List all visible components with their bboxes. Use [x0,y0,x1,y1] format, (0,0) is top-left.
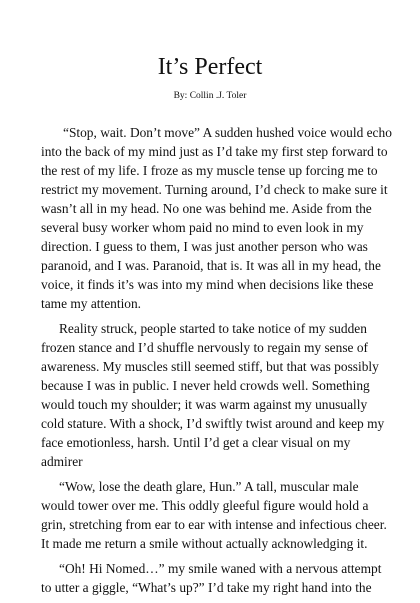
text-line: the rest of my life. I froze as my muscle tense up forcing me to [41,163,378,178]
text-line: “Oh! Hi Nomed…” my smile waned with a nervous attempt [59,561,382,576]
text-line: restrict my movement. Turning around, I’d check to make sure it [41,182,388,197]
paragraph-1 [41,123,392,313]
text-line: paranoid, and I was. Paranoid, that is. It was all in my head, the [41,258,381,273]
text-line: wasn’t all in my head. No one was behind me. Aside from the [41,201,372,216]
text-line: to utter a giggle, “What’s up?” I’d take my right hand into the [41,580,372,595]
text-line: admirer [41,454,83,469]
text-line: direction. I guess to them, I was just another person who was [41,239,368,254]
text-line: would touch my shoulder; it was warm against my unusually [41,397,368,412]
text-line: frozen stance and I’d shuffle nervously to regain my sense of [41,340,368,355]
text-line: into the back of my mind just as I’d take my first step forward to [41,144,388,159]
story-body [41,123,392,603]
paragraph-3 [41,477,385,553]
text-line: grin, stretching from ear to ear with intense and infectious cheer. [41,517,387,532]
text-line: It made me return a smile without actually acknowledging it. [41,536,368,551]
text-line: several busy worker whom paid no mind to even look in my [41,220,364,235]
document-title: It’s Perfect [157,54,263,80]
text-line: because I was in public. I never held crowds well. Something [41,378,370,393]
paragraph-4 [41,559,385,597]
text-line: awareness. My muscles still seemed stiff, but that was possibly [41,359,379,374]
text-line: cold stature. With a shock, I’d swiftly twist around and keep my [41,416,385,431]
text-line: tame my attention. [41,296,142,311]
paragraph-2 [41,319,385,471]
text-line: “Stop, wait. Don’t move” A sudden hushed voice would echo [63,125,392,140]
text-line: Reality struck, people started to take notice of my sudden [59,321,367,336]
text-line: face emotionless, harsh. Until I’d get a clear visual on my [41,435,351,450]
author-byline: By: Collin .J. Toler [173,91,247,101]
text-line: “Wow, lose the death glare, Hun.” A tall, muscular male [59,479,359,494]
text-line: voice, it finds it’s was into my mind when decisions like these [41,277,374,292]
text-line: would tower over me. This oddly gleeful figure would hold a [41,498,369,513]
